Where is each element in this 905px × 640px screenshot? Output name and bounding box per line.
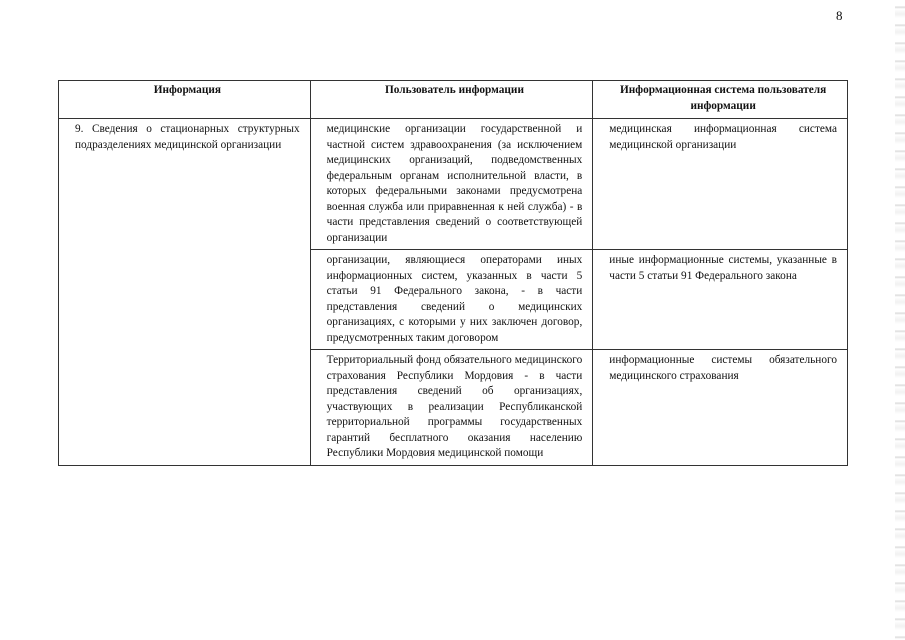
header-information: Информация: [59, 81, 311, 119]
system-cell: медицинская информационная система медицинской организации: [593, 119, 848, 250]
item-description: 9. Сведения о стационарных структурных подразделениях медицинской организации: [59, 119, 311, 466]
system-cell: информационные системы обязательного медицинского страхования: [593, 350, 848, 466]
header-user: Пользователь информации: [310, 81, 593, 119]
user-cell: организации, являющиеся операторами иных информационных систем, указанных в части 5 статьи 91 Федерального закона, - в части представления сведений о медицинских организациях, с которыми у них заключен договор, предусмотренных таким договором: [310, 250, 593, 350]
user-cell: Территориальный фонд обязательного медицинского страхования Республики Мордовия - в части представления сведений об организациях, участвующих в реализации Республиканской территориальной программы государственных гарантий бесплатного оказания населению Республики Мордовия медицинской помощи: [310, 350, 593, 466]
user-cell: медицинские организации государственной и частной систем здравоохранения (за исключением медицинских организаций, подведомственных федеральным органам исполнительной власти, в которых федеральными законами предусмотрена военная служба или приравненная к ней служба) - в части представления сведений о соответствующей организации: [310, 119, 593, 250]
scan-edge-artifact: [895, 0, 905, 640]
table-row: [59, 119, 848, 250]
header-system: Информационная система пользователя информации: [593, 81, 848, 119]
page-number: 8: [836, 8, 843, 23]
info-table: [58, 80, 848, 466]
system-cell: иные информационные системы, указанные в части 5 статьи 91 Федерального закона: [593, 250, 848, 350]
header-row: [59, 81, 848, 119]
